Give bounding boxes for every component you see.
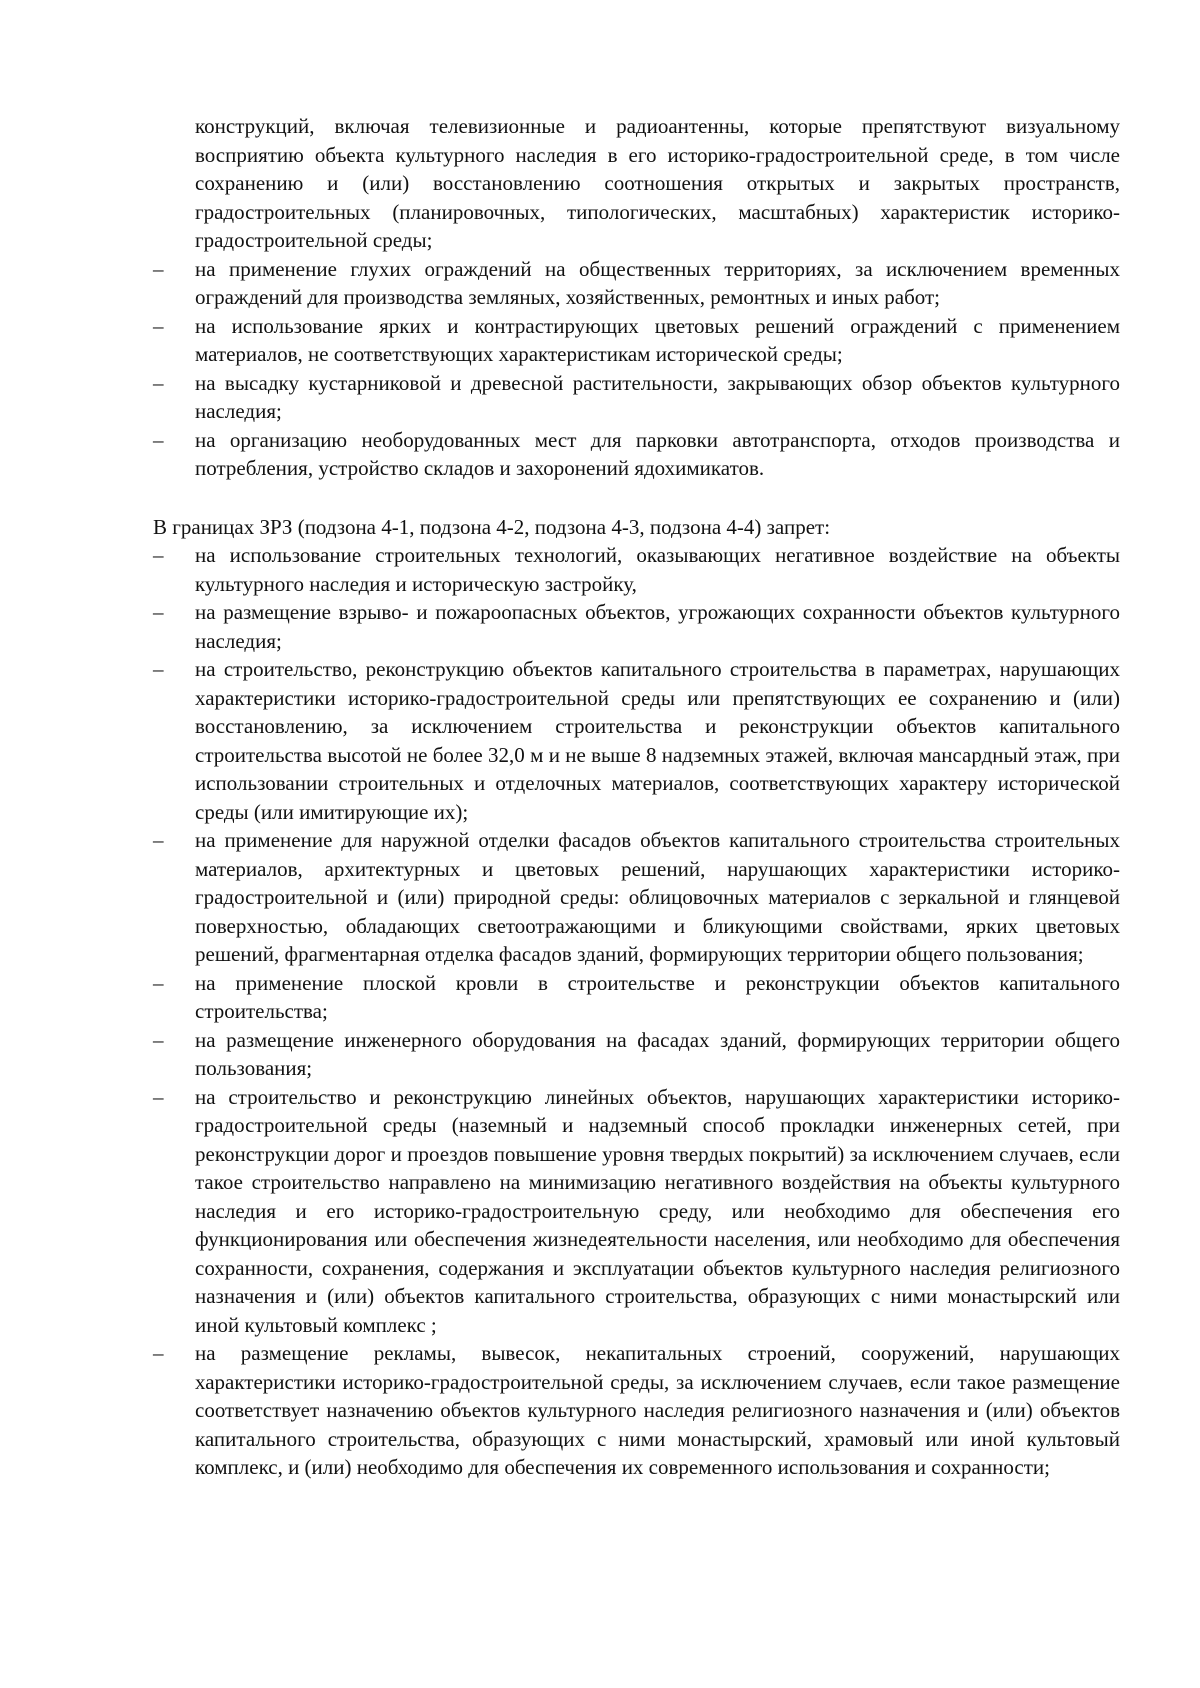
continuation-paragraph: конструкций, включая телевизионные и радиоантенны, которые препятствуют визуальному восприятию объекта культурного наследия в его историко-градостроительной среде, в том числе сохранению и (или) восстановлению соотношения открытых и закрытых пространств, градостроительных (планировочных, типологических, масштабных) характеристик историко-градостроительной среды;	[195, 114, 1120, 252]
list-item-text: на размещение инженерного оборудования на фасадах зданий, формирующих территории общего пользования;	[195, 1027, 1120, 1080]
list-item	[153, 655, 1120, 826]
list-dash: –	[153, 657, 164, 681]
restrictions-list-2	[153, 541, 1120, 1482]
list-dash: –	[153, 427, 164, 452]
list-dash: –	[153, 828, 164, 852]
list-item-text: на использование ярких и контрастирующих цветовых решений ограждений с применением материалов, не соответствующих характеристикам исторической среды;	[195, 313, 1120, 366]
list-item-text: на строительство, реконструкцию объектов капитального строительства в параметрах, нарушающих характеристики историко-градостроительной среды или препятствующих ее сохранению и (или) восстановлению, за исключением строительства и реконструкции объектов капитального строительства высотой не более 32,0 м и не выше 8 надземных этажей, включая мансардный этаж, при использовании строительных и отделочных материалов, соответствующих характеру исторической среды (или имитирующие их);	[195, 657, 1120, 824]
list-item-text: на высадку кустарниковой и древесной растительности, закрывающих обзор объектов культурного наследия;	[195, 370, 1120, 423]
list-item	[153, 598, 1120, 655]
section-spacer	[153, 483, 1120, 513]
list-item	[153, 969, 1120, 1026]
section-intro: В границах ЗРЗ (подзона 4-1, подзона 4-2, подзона 4-3, подзона 4-4) запрет:	[153, 514, 831, 539]
list-item-text: на применение для наружной отделки фасадов объектов капитального строительства строительных материалов, архитектурных и цветовых решений, нарушающих характеристики историко-градостроительной и (или) природной среды: облицовочных материалов с зеркальной и глянцевой поверхностью, обладающих светоотражающими и бликующими свойствами, ярких цветовых решений, фрагментарная отделка фасадов зданий, формирующих территории общего пользования;	[195, 828, 1120, 966]
list-dash: –	[153, 370, 164, 395]
list-dash: –	[153, 970, 164, 995]
list-item	[153, 541, 1120, 598]
list-item-text: на строительство и реконструкцию линейных объектов, нарушающих характеристики историко-градостроительной среды (наземный и надземный способ прокладки инженерных сетей, при реконструкции дорог и проездов повышение уровня твердых покрытий) за исключением случаев, если такое строительство направлено на минимизацию негативного воздействия на объекты культурного наследия и его историко-градостроительную среду, или необходимо для обеспечения его функционирования или обеспечения жизнедеятельности населения, или необходимо для обеспечения сохранности, сохранения, содержания и эксплуатации объектов культурного наследия религиозного назначения и (или) объектов капитального строительства, образующих с ними монастырский или иной культовый комплекс ;	[195, 1084, 1120, 1337]
list-item-text: на размещение взрыво- и пожароопасных объектов, угрожающих сохранности объектов культурного наследия;	[195, 600, 1120, 653]
list-item-text: на размещение рекламы, вывесок, некапитальных строений, сооружений, нарушающих характеристики историко-градостроительной среды, за исключением случаев, если такое размещение соответствует назначению объектов культурного наследия религиозного назначения и (или) объектов капитального строительства, образующих с ними монастырский, храмовый или иной культовый комплекс, и (или) необходимо для обеспечения их современного использования и сохранности;	[195, 1341, 1120, 1479]
list-dash: –	[153, 256, 164, 281]
list-item	[153, 1026, 1120, 1083]
list-item-text: на применение плоской кровли в строительстве и реконструкции объектов капитального строительства;	[195, 970, 1120, 1023]
list-item	[153, 369, 1120, 426]
list-item	[153, 826, 1120, 969]
list-dash: –	[153, 1341, 164, 1365]
list-dash: –	[153, 1084, 164, 1109]
list-item	[153, 1339, 1120, 1482]
list-dash: –	[153, 313, 164, 338]
list-item-text: на организацию необорудованных мест для парковки автотранспорта, отходов производства и потребления, устройство складов и захоронений ядохимикатов.	[195, 427, 1120, 480]
restrictions-list-1	[153, 255, 1120, 483]
list-dash: –	[153, 1027, 164, 1052]
list-item	[153, 312, 1120, 369]
list-item-text: на применение глухих ограждений на общественных территориях, за исключением временных ограждений для производства земляных, хозяйственных, ремонтных и иных работ;	[195, 256, 1120, 309]
list-item	[153, 255, 1120, 312]
list-dash: –	[153, 600, 164, 624]
list-dash: –	[153, 543, 164, 567]
list-item	[153, 1083, 1120, 1340]
list-item-text: на использование строительных технологий, оказывающих негативное воздействие на объекты культурного наследия и историческую застройку,	[195, 543, 1120, 596]
list-item	[153, 426, 1120, 483]
